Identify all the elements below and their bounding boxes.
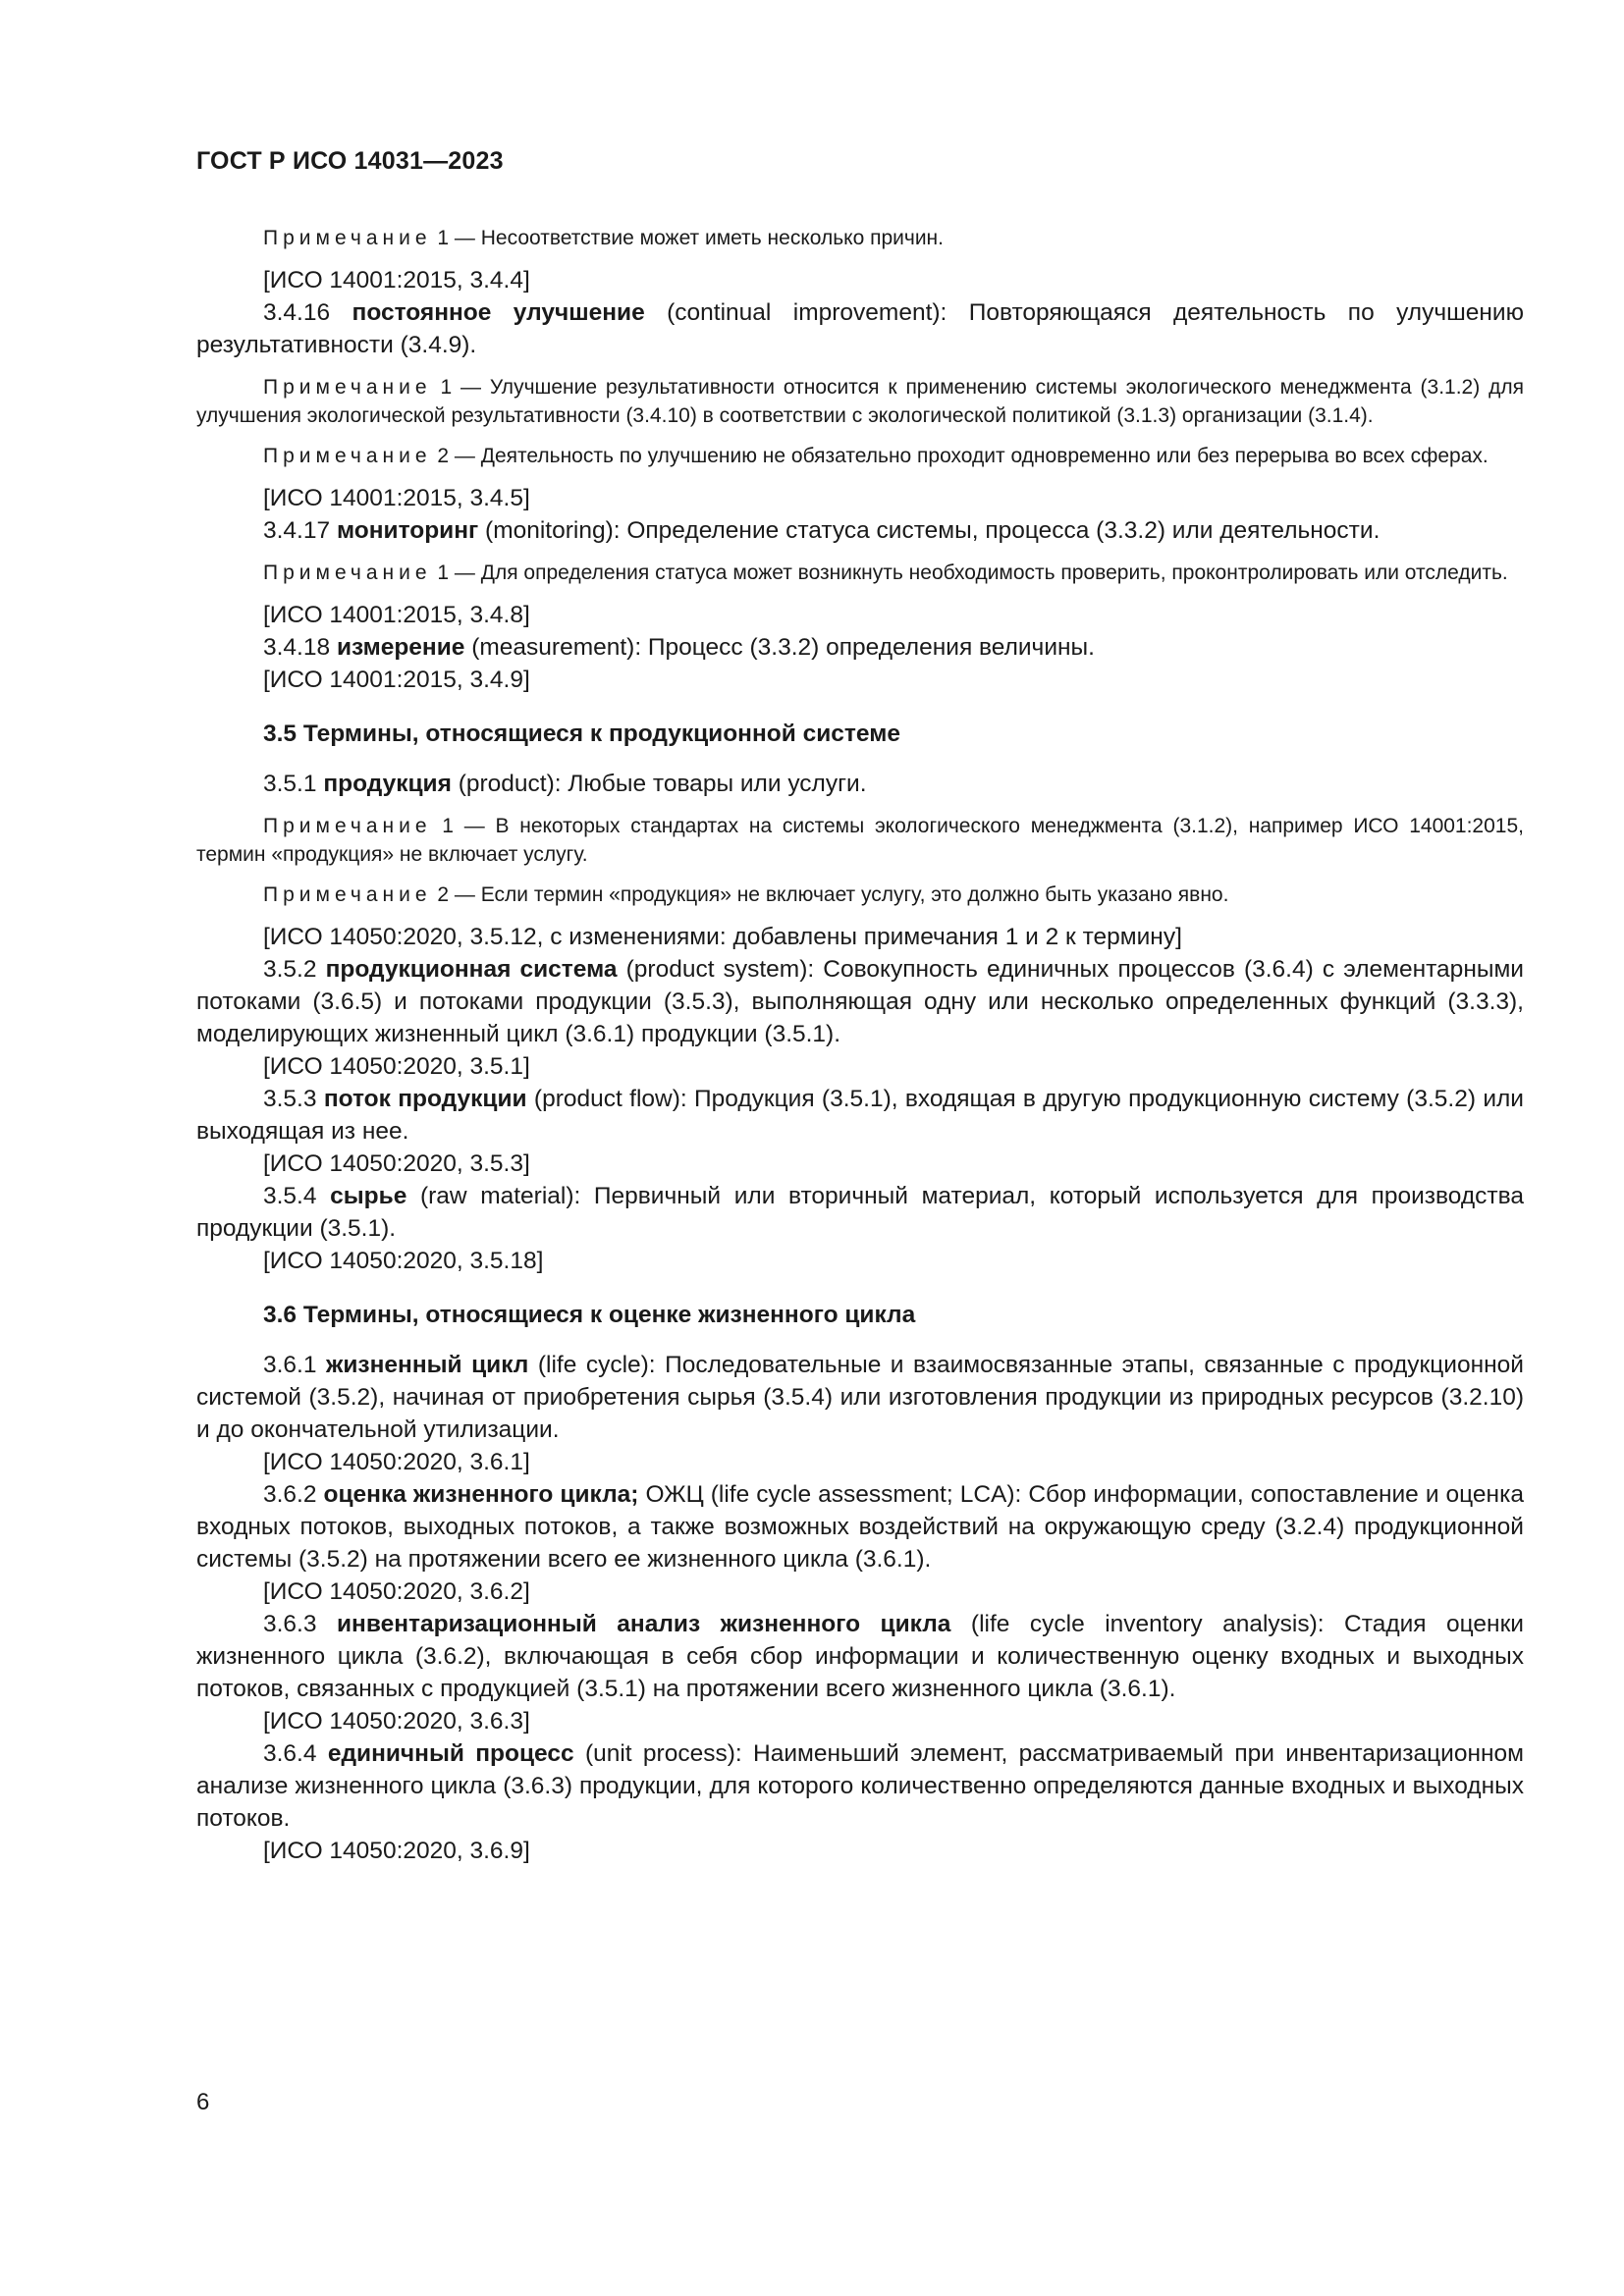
source-reference: [ИСО 14050:2020, 3.6.2] <box>263 1578 530 1605</box>
term: жизненный цикл <box>326 1352 529 1378</box>
term-definition: 3.5.4 сырье (raw material): Первичный или вторичный материал, который используется для производства продукции (3.5.1). <box>196 1183 1524 1242</box>
term-definition: 3.6.4 единичный процесс (unit process): Наименьший элемент, рассматриваемый при инвентаризационном анализе жизненного цикла (3.6.3) продукции, для которого количественно определяются данные входных и выходных потоков. <box>196 1740 1524 1832</box>
term-definition: 3.6.3 инвентаризационный анализ жизненного цикла (life cycle inventory analysis): Стадия оценки жизненного цикла (3.6.2), включающая в себя сбор информации и количественную оценку входных и выходных потоков, связанных с продукцией (3.5.1) на протяжении всего жизненного цикла (3.6.1). <box>196 1611 1524 1702</box>
term: измерение <box>336 634 465 661</box>
source-reference: [ИСО 14001:2015, 3.4.8] <box>263 602 530 628</box>
term-definition: 3.4.16 постоянное улучшение (continual improvement): Повторяющаяся деятельность по улучшению результативности (3.4.9). <box>196 299 1524 358</box>
term-definition: 3.6.2 оценка жизненного цикла; ОЖЦ (life cycle assessment; LCA): Сбор информации, сопоставление и оценка входных потоков, выходных потоков, а также возможных воздействий на окружающую среду (3.2.4) продукционной системы (3.5.2) на протяжении всего ее жизненного цикла (3.6.1). <box>196 1481 1524 1573</box>
source-reference: [ИСО 14050:2020, 3.5.1] <box>263 1053 530 1080</box>
term: оценка жизненного цикла; <box>323 1481 639 1508</box>
source-reference: [ИСО 14050:2020, 3.6.9] <box>263 1838 530 1864</box>
term-definition: 3.5.3 поток продукции (product flow): Продукция (3.5.1), входящая в другую продукционную систему (3.5.2) или выходящая из нее. <box>196 1086 1524 1145</box>
source-reference: [ИСО 14050:2020, 3.6.1] <box>263 1449 530 1475</box>
term: продукция <box>323 771 452 797</box>
note: Примечание 1 — Для определения статуса может возникнуть необходимость проверить, проконтролировать или отследить. <box>263 561 1508 584</box>
term: поток продукции <box>323 1086 527 1112</box>
note: Примечание 2 — Если термин «продукция» не включает услугу, это должно быть указано явно. <box>263 883 1229 906</box>
source-reference: [ИСО 14001:2015, 3.4.4] <box>263 267 530 294</box>
term: мониторинг <box>336 517 479 544</box>
source-reference: [ИСО 14050:2020, 3.5.18] <box>263 1248 544 1274</box>
term: единичный процесс <box>327 1740 574 1767</box>
term-definition: 3.4.18 измерение (measurement): Процесс (3.3.2) определения величины. <box>263 634 1095 661</box>
document-body <box>196 224 1524 1867</box>
page-number: 6 <box>196 2089 210 2115</box>
note: Примечание 2 — Деятельность по улучшению не обязательно проходит одновременно или без перерыва во всех сферах. <box>263 445 1489 467</box>
section-heading: 3.6 Термины, относящиеся к оценке жизненного цикла <box>263 1302 916 1328</box>
source-reference: [ИСО 14050:2020, 3.5.12, с изменениями: добавлены примечания 1 и 2 к термину] <box>263 924 1182 950</box>
section-heading: 3.5 Термины, относящиеся к продукционной системе <box>263 721 900 747</box>
term: сырье <box>330 1183 407 1209</box>
source-reference: [ИСО 14050:2020, 3.6.3] <box>263 1708 530 1735</box>
term-definition: 3.6.1 жизненный цикл (life cycle): Последовательные и взаимосвязанные этапы, связанные с продукционной системой (3.5.2), начиная от приобретения сырья (3.5.4) или изготовления продукции из природных ресурсов (3.2.10) и до окончательной утилизации. <box>196 1352 1524 1443</box>
term-definition: 3.5.1 продукция (product): Любые товары или услуги. <box>263 771 867 797</box>
note: Примечание 1 — Несоответствие может иметь несколько причин. <box>263 227 944 249</box>
source-reference: [ИСО 14001:2015, 3.4.9] <box>263 667 530 693</box>
source-reference: [ИСО 14050:2020, 3.5.3] <box>263 1150 530 1177</box>
term: инвентаризационный анализ жизненного цикла <box>336 1611 951 1637</box>
term: продукционная система <box>325 956 618 983</box>
term-definition: 3.4.17 мониторинг (monitoring): Определение статуса системы, процесса (3.3.2) или деятельности. <box>263 517 1380 544</box>
page-header: ГОСТ Р ИСО 14031—2023 <box>196 147 504 175</box>
term-definition: 3.5.2 продукционная система (product system): Совокупность единичных процессов (3.6.4) с элементарными потоками (3.6.5) и потоками продукции (3.5.3), выполняющая одну или несколько определенных функций (3.3.3), моделирующих жизненный цикл (3.6.1) продукции (3.5.1). <box>196 956 1524 1047</box>
term: постоянное улучшение <box>352 299 645 326</box>
note: Примечание 1 — Улучшение результативности относится к применению системы экологического менеджмента (3.1.2) для улучшения экологической результативности (3.4.10) в соответствии с экологической политикой (3.1.3) организации (3.1.4). <box>196 376 1524 427</box>
note: Примечание 1 — В некоторых стандартах на системы экологического менеджмента (3.1.2), например ИСО 14001:2015, термин «продукция» не включает услугу. <box>196 815 1524 866</box>
source-reference: [ИСО 14001:2015, 3.4.5] <box>263 485 530 511</box>
